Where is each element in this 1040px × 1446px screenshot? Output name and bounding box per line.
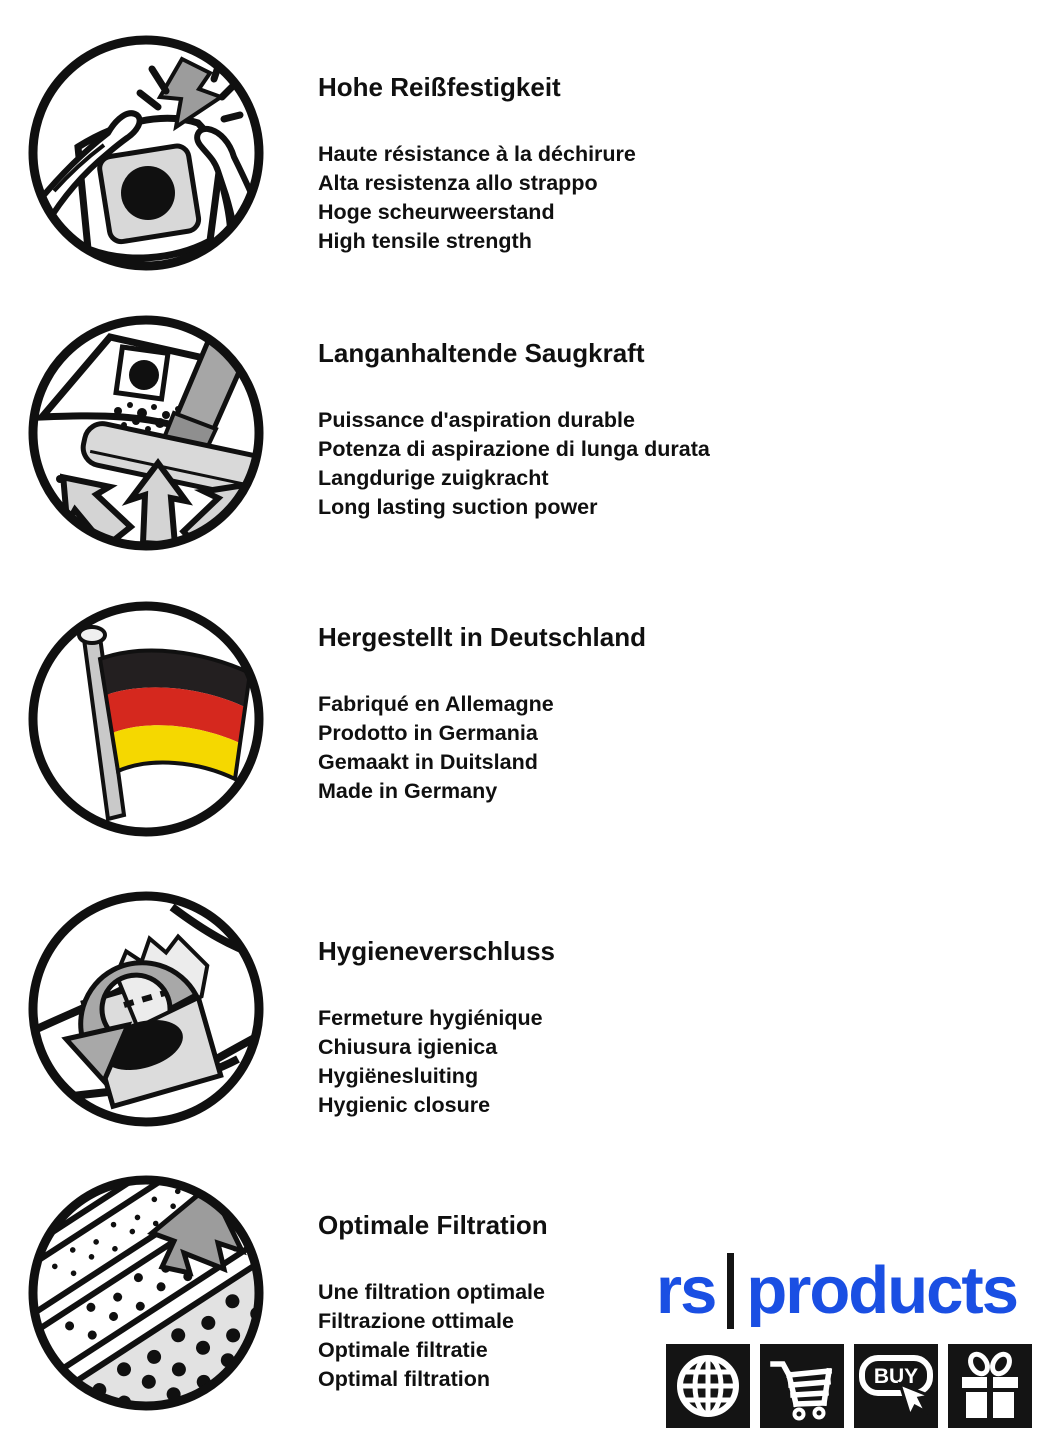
feature-tensile-strength — [318, 72, 1008, 256]
feature-title: Langanhaltende Saugkraft — [318, 338, 645, 368]
shopping-cart-icon — [760, 1344, 844, 1428]
feature-hygienic-closure — [318, 936, 1008, 1120]
hands-stretching-bag-icon — [24, 31, 268, 275]
translation-line-nl: Hoge scheurweerstand — [318, 200, 555, 224]
gift-icon — [948, 1344, 1032, 1428]
hygienic-closure-flap-icon — [24, 887, 268, 1131]
feature-title: Optimale Filtration — [318, 1210, 548, 1240]
translation-line-it: Prodotto in Germania — [318, 721, 538, 745]
translation-line-it: Potenza di aspirazione di lunga durata — [318, 437, 710, 461]
feature-title: Hygieneverschluss — [318, 936, 556, 966]
translation-line-fr: Haute résistance à la déchirure — [318, 142, 636, 166]
translation-line-fr: Puissance d'aspiration durable — [318, 408, 635, 432]
vacuum-nozzle-suction-icon — [24, 311, 268, 555]
buy-label: BUY — [873, 1365, 919, 1388]
globe-icon — [666, 1344, 750, 1428]
feature-made-in-germany — [318, 622, 1008, 806]
translation-line-it: Filtrazione ottimale — [318, 1309, 514, 1333]
german-flag-icon — [24, 597, 268, 841]
brand-icon-row — [666, 1344, 1032, 1428]
translation-line-nl: Hygiënesluiting — [318, 1064, 479, 1088]
feature-title: Hergestellt in Deutschland — [318, 622, 646, 652]
brand-name-right: products — [746, 1253, 1017, 1328]
brand-logo — [656, 1248, 1036, 1334]
brand-separator-bar — [727, 1253, 734, 1329]
feature-title: Hohe Reißfestigkeit — [318, 72, 561, 102]
translation-line-en: High tensile strength — [318, 229, 532, 253]
translation-line-nl: Optimale filtratie — [318, 1338, 488, 1362]
brand-name-left: rs — [656, 1253, 716, 1328]
filter-layers-icon — [24, 1171, 268, 1415]
feature-suction-power — [318, 338, 1008, 522]
translation-line-en: Hygienic closure — [318, 1093, 491, 1117]
translation-line-en: Made in Germany — [318, 779, 498, 803]
translation-line-it: Alta resistenza allo strappo — [318, 171, 598, 195]
translation-line-fr: Une filtration optimale — [318, 1280, 545, 1304]
translation-line-fr: Fabriqué en Allemagne — [318, 692, 554, 716]
translation-line-en: Optimal filtration — [318, 1367, 490, 1391]
translation-line-nl: Gemaakt in Duitsland — [318, 750, 538, 774]
translation-line-fr: Fermeture hygiénique — [318, 1006, 543, 1030]
buy-button-icon — [854, 1344, 938, 1428]
translation-line-en: Long lasting suction power — [318, 495, 598, 519]
translation-line-nl: Langdurige zuigkracht — [318, 466, 549, 490]
translation-line-it: Chiusura igienica — [318, 1035, 498, 1059]
